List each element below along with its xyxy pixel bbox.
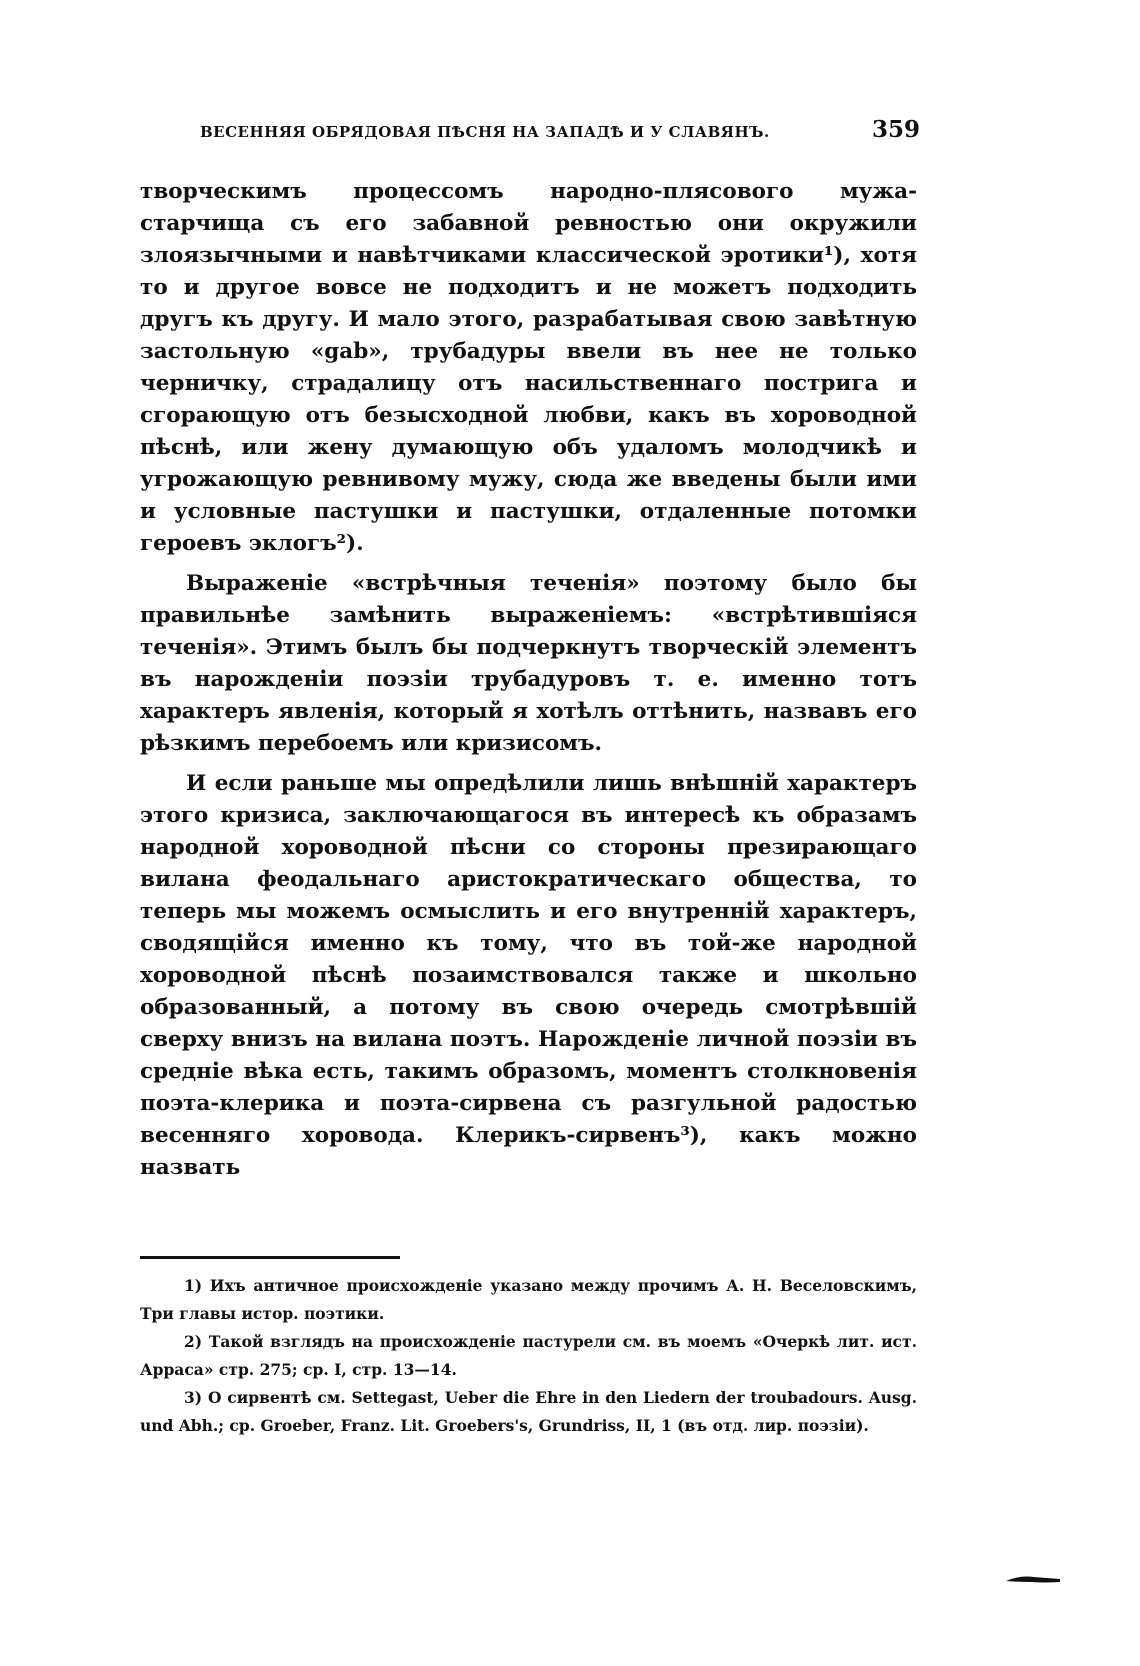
paragraph: И если раньше мы опредѣлили лишь внѣшній характеръ этого кризиса, заключающагося въ интересѣ къ образамъ народной хороводной пѣсни со стороны презирающаго вилана феодальнаго аристократическаго общества, то теперь мы можемъ осмыслить и его внутренній характеръ, сводящійся именно къ тому, что въ той-же народной хороводной пѣснѣ позаимствовался также и школьно образованный, а потому въ свою очередь смотрѣвшій сверху внизъ на вилана поэтъ. Нарожденіе личной поэзіи въ средніе вѣка есть, такимъ образомъ, моментъ столкновенія поэта-клерика и поэта-сирвена съ разгульной радостью весенняго хоровода. Клерикъ-сирвенъ³), какъ можно назвать — [140, 771, 917, 1180]
page-edge-ornament — [1006, 1573, 1060, 1585]
page-header — [200, 116, 920, 146]
footnotes — [140, 1272, 917, 1440]
main-text — [140, 176, 917, 1184]
footnote-divider — [140, 1256, 400, 1259]
footnote: 2) Такой взглядъ на происхожденіе пастурели см. въ моемъ «Очеркѣ лит. ист. Арраса» стр. 275; ср. I, стр. 13—14. — [140, 1332, 917, 1379]
paragraph: Выраженіе «встрѣчныя теченія» поэтому было бы правильнѣе замѣнить выраженіемъ: «встрѣтившіяся теченія». Этимъ былъ бы подчеркнутъ творческій элементъ въ нарожденіи поэзіи трубадуровъ т. е. именно тотъ характеръ явленія, который я хотѣлъ оттѣнить, назвавъ его рѣзкимъ перебоемъ или кризисомъ. — [140, 571, 917, 756]
footnote: 3) О сирвентѣ см. Settegast, Ueber die Ehre in den Liedern der troubadours. Ausg. und Abh.; ср. Groeber, Franz. Lit. Groebers's, Grundriss, II, 1 (въ отд. лир. поэзіи). — [140, 1388, 917, 1435]
running-title: ВЕСЕННЯЯ ОБРЯДОВАЯ ПѢСНЯ НА ЗАПАДѢ И У СЛАВЯНЪ. — [200, 123, 770, 141]
paragraph: творческимъ процессомъ народно-плясового мужа-старчища съ его забавной ревностью они окружили злоязычными и навѣтчиками классической эротики¹), хотя то и другое вовсе не подходитъ и не можетъ подходить другъ къ другу. И мало этого, разрабатывая свою завѣтную застольную «gab», трубадуры ввели въ нее не только черничку, страдалицу отъ насильственнаго пострига и сгорающую отъ безысходной любви, какъ въ хороводной пѣснѣ, или жену думающую объ удаломъ молодчикѣ и угрожающую ревнивому мужу, сюда же введены были ими и условные пастушки и пастушки, отдаленные потомки героевъ эклогъ²). — [140, 179, 917, 556]
page-number: 359 — [871, 116, 920, 143]
footnote: 1) Ихъ античное происхожденіе указано между прочимъ А. Н. Веселовскимъ, Три главы истор. поэтики. — [140, 1276, 917, 1323]
